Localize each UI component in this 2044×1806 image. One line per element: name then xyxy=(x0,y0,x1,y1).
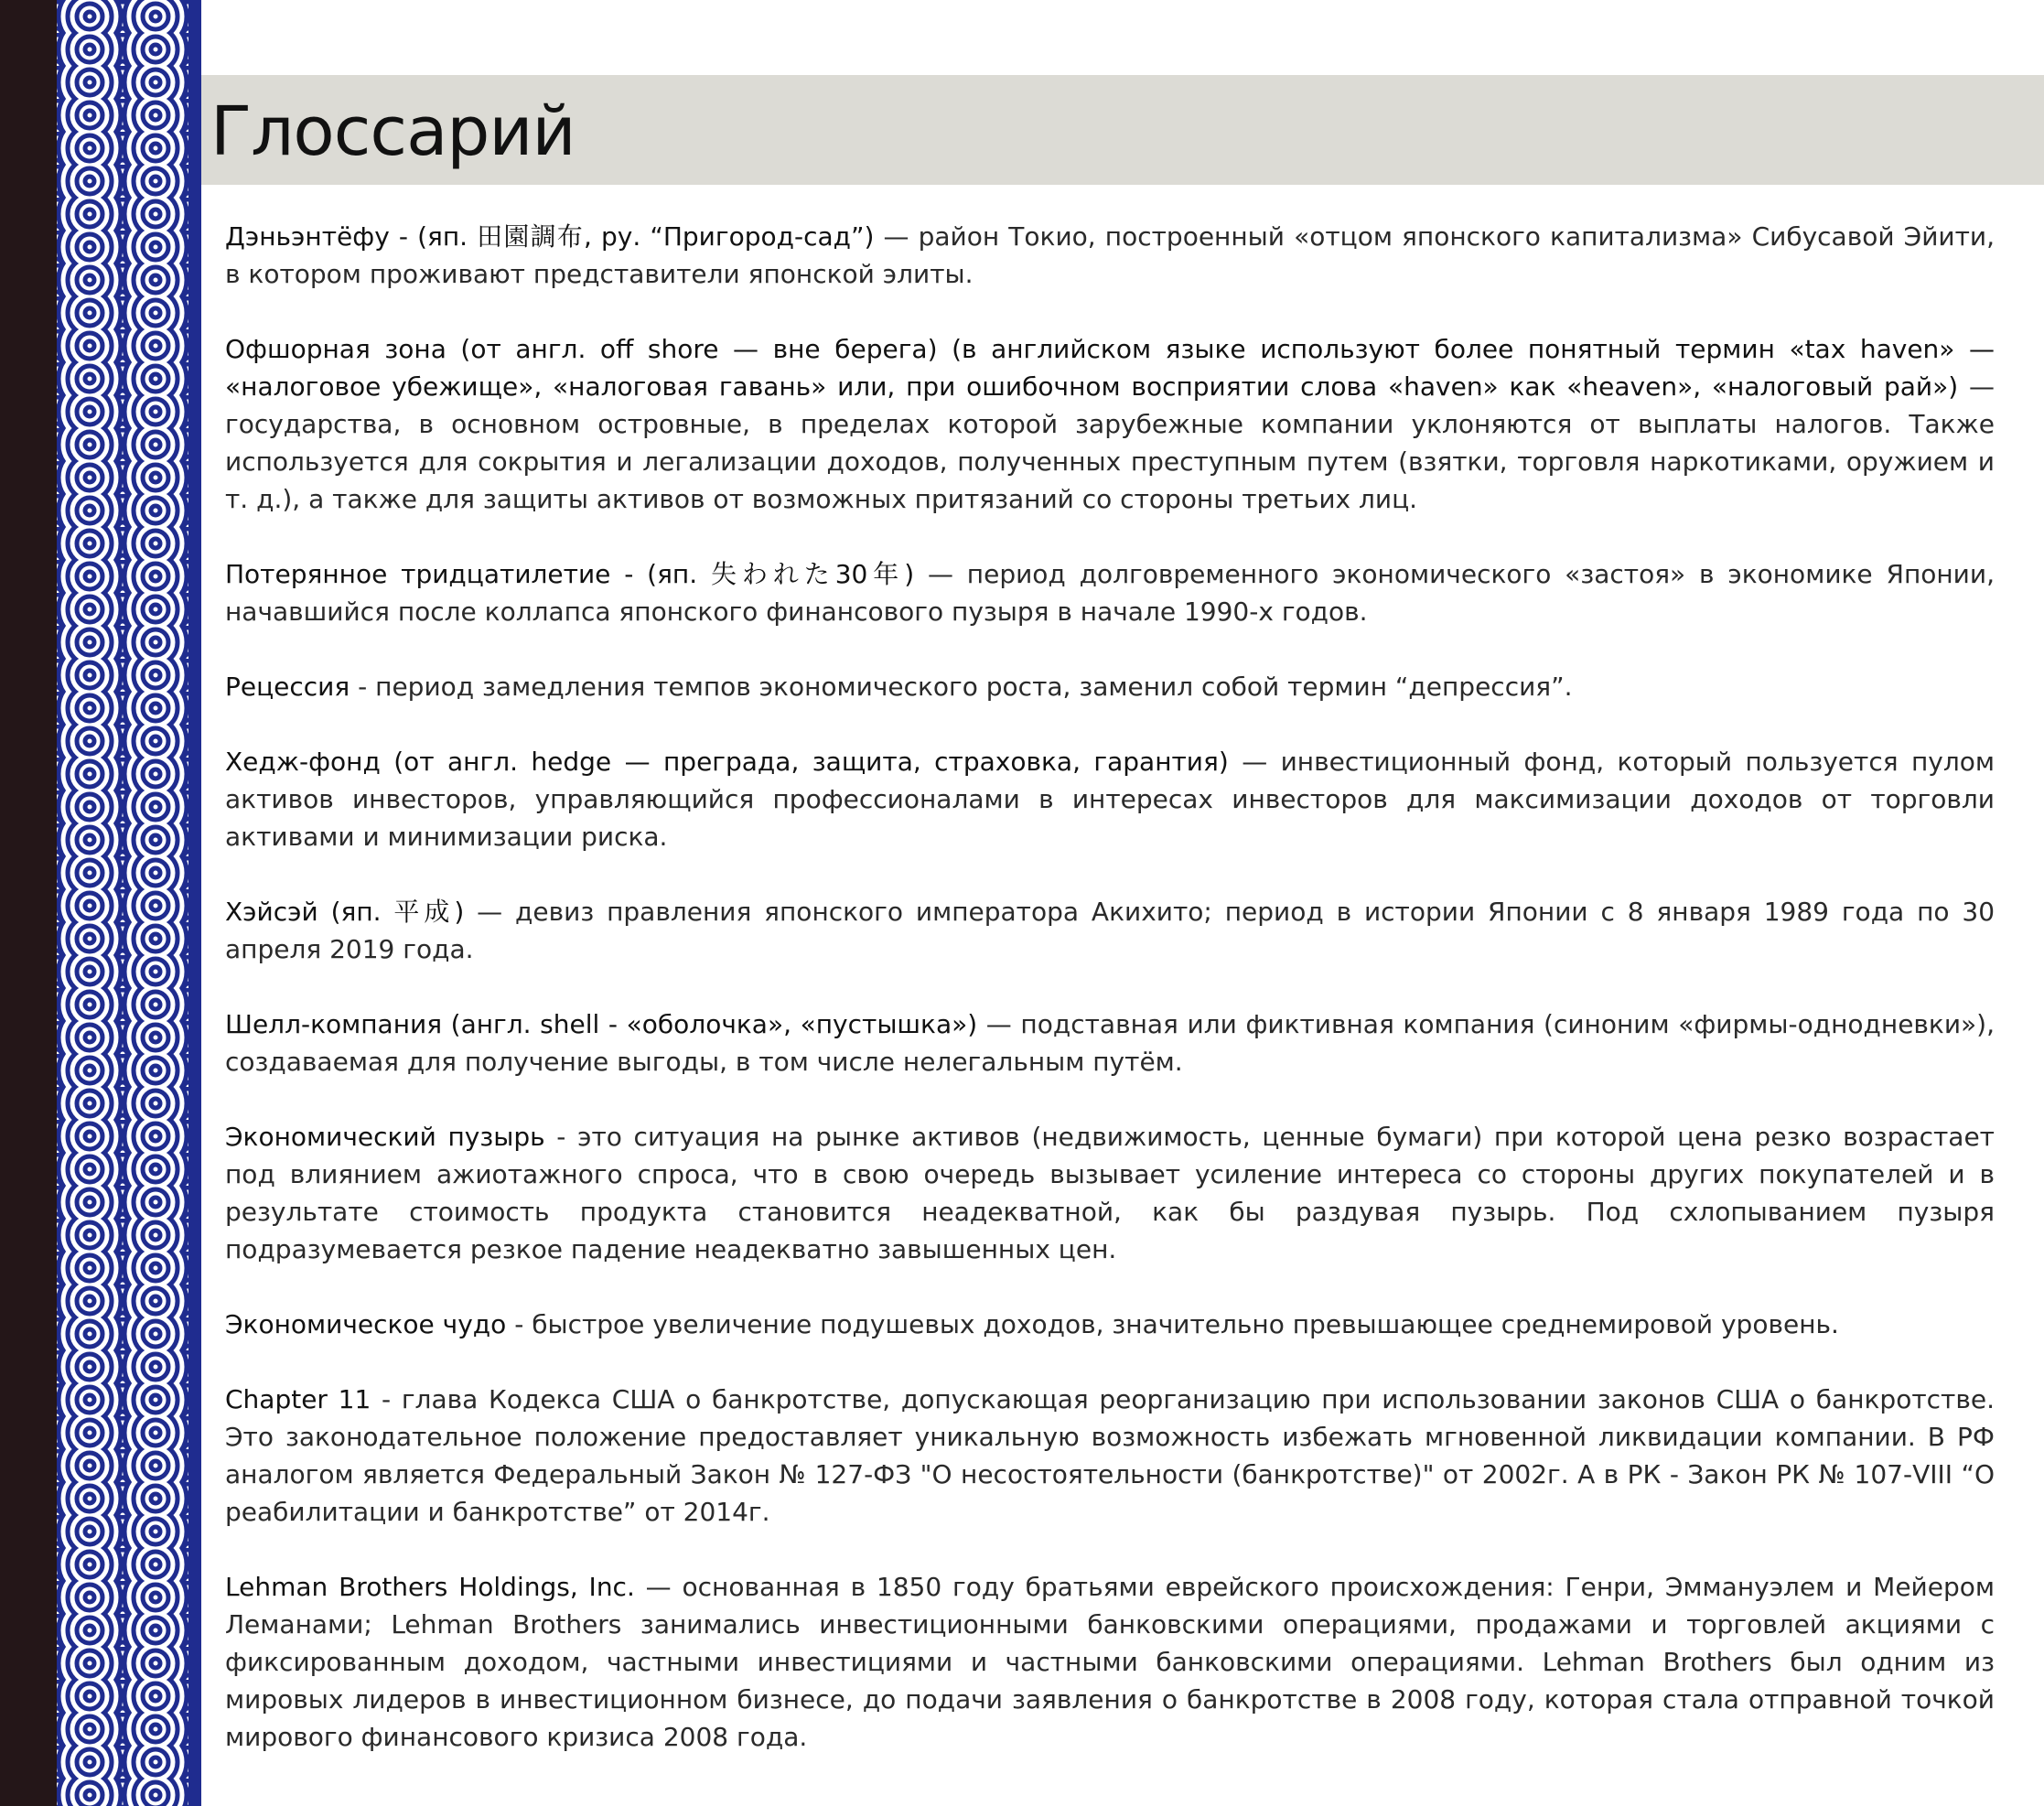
glossary-term: Потерянное тридцатилетие - (яп. 失われた30年) xyxy=(225,559,915,589)
glossary-entry xyxy=(225,893,1995,968)
glossary-term: Шелл-компания (англ. shell - «оболочка», «пустышка») xyxy=(225,1009,978,1039)
glossary-term: Lehman Brothers Holdings, Inc. xyxy=(225,1572,635,1602)
glossary-term: Дэньэнтёфу - (яп. 田園調布, ру. “Пригород-сад”) xyxy=(225,221,875,252)
left-dark-border xyxy=(0,0,57,1806)
glossary-definition: - быстрое увеличение подушевых доходов, значительно превышающее среднемировой уровень. xyxy=(506,1309,1839,1339)
glossary-entry xyxy=(225,1381,1995,1531)
glossary-term: Офшорная зона (от англ. off shore — вне берега) (в английском языке используют более понятный термин «tax haven» — «налоговое убежище», «налоговая гавань» или, при ошибочном восприятии слова «haven» как «heaven», «налоговый рай») xyxy=(225,334,1995,402)
glossary-definition: — район Токио, построенный «отцом японского капитализма» Сибусавой Эйити, в котором проживают представители японской элиты. xyxy=(225,221,1995,289)
glossary-definition: — период долговременного экономического «застоя» в экономике Японии, начавшийся после коллапса японского финансового пузыря в начале 1990-х годов. xyxy=(225,559,1995,627)
glossary-entry xyxy=(225,555,1995,630)
glossary-definition: — девиз правления японского императора Акихито; период в истории Японии с 8 января 1989 года по 30 апреля 2019 года. xyxy=(225,897,1996,964)
glossary-definition: — государства, в основном островные, в пределах которой зарубежные компании уклоняются от выплаты налогов. Также используется для сокрытия и легализации доходов, полученных преступным путем (взятки, торговля наркотиками, оружием и т. д.), а также для защиты активов от возможных притязаний со стороны третьих лиц. xyxy=(225,371,1996,514)
glossary-definition: — основанная в 1850 году братьями еврейского происхождения: Генри, Эммануэлем и Мейером Леманами; Lehman Brothers занимались инвестиционными банковскими операциями, продажами и торговлей акциями с фиксированным доходом, частными инвестициями и частными банковскими операциями. Lehman Brothers был одним из мировых лидеров в инвестиционном бизнесе, до подачи заявления о банкротстве в 2008 году, которая стала отправной точкой мирового финансового кризиса 2008 года. xyxy=(225,1572,1995,1752)
glossary-list xyxy=(225,218,1995,1793)
glossary-entry xyxy=(225,330,1995,518)
glossary-term: Экономический пузырь xyxy=(225,1122,545,1152)
glossary-entry xyxy=(225,668,1995,705)
glossary-definition: — инвестиционный фонд, который пользуется пулом активов инвесторов, управляющийся профессионалами в интересах инвесторов для максимизации доходов от торговли активами и минимизации риска. xyxy=(225,747,1996,852)
glossary-definition: - глава Кодекса США о банкротстве, допускающая реорганизацию при использовании законов США о банкротстве. Это законодательное положение предоставляет уникальную возможность избежать мгновенной ликвидации компании. В РФ аналогом является Федеральный Закон № 127-ФЗ "О несостоятельности (банкротстве)" от 2002г. А в РК - Закон РК № 107-VIII “О реабилитации и банкротстве” от 2014г. xyxy=(225,1384,1995,1527)
glossary-term: Chapter 11 xyxy=(225,1384,371,1414)
glossary-term: Хэйсэй (яп. 平成) xyxy=(225,897,465,927)
glossary-entry xyxy=(225,1306,1995,1343)
glossary-definition: - это ситуация на рынке активов (недвижимость, ценные бумаги) при которой цена резко возрастает под влиянием ажиотажного спроса, что в свою очередь вызывает усиление интереса со стороны других покупателей и в результате стоимость продукта становится неадекватной, как бы раздувая пузырь. Под схлопыванием пузыря подразумевается резкое падение неадекватно завышенных цен. xyxy=(225,1122,1995,1264)
glossary-definition: - период замедления темпов экономического роста, заменил собой термин “депрессия”. xyxy=(350,672,1573,702)
glossary-entry xyxy=(225,1005,1995,1080)
glossary-term: Рецессия xyxy=(225,672,350,702)
glossary-term: Хедж-фонд (от англ. hedge — преграда, защита, страховка, гарантия) xyxy=(225,747,1229,777)
glossary-entry xyxy=(225,743,1995,855)
glossary-definition: — подставная или фиктивная компания (синоним «фирмы-однодневки»), создаваемая для получение выгоды, в том числе нелегальным путём. xyxy=(225,1009,1995,1077)
page-title: Глоссарий xyxy=(210,92,576,171)
seigaiha-wave-pattern xyxy=(57,0,188,1806)
glossary-entry xyxy=(225,1568,1995,1756)
blue-divider-rule xyxy=(188,0,201,1806)
glossary-entry xyxy=(225,1118,1995,1268)
glossary-entry xyxy=(225,218,1995,293)
glossary-term: Экономическое чудо xyxy=(225,1309,507,1339)
